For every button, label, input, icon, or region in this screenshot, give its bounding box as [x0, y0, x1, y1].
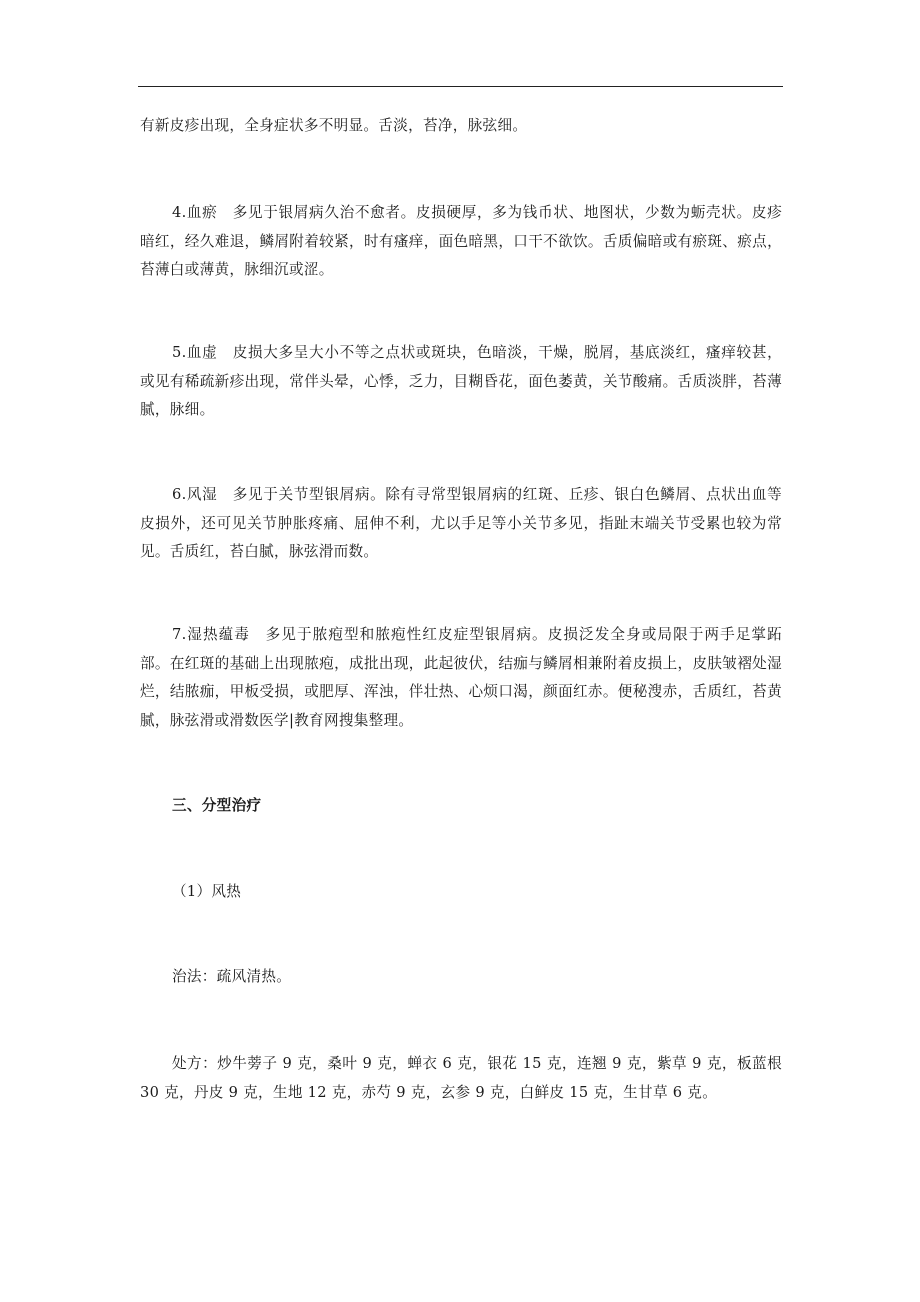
- header-rule: [138, 86, 783, 87]
- prescription-paragraph: 处方：炒牛蒡子 9 克，桑叶 9 克，蝉衣 6 克，银花 15 克，连翘 9 克，紫草 9 克，板蓝根 30 克，丹皮 9 克，生地 12 克，赤芍 9 克，玄参 9 克，白鲜皮 15 克，生甘草 6 克。: [140, 1055, 782, 1101]
- section-heading: 三、分型治疗: [172, 797, 262, 814]
- paragraph-blood-deficiency: 5.血虚 皮损大多呈大小不等之点状或斑块，色暗淡，干燥，脱屑，基底淡红，瘙痒较甚，或见有稀疏新疹出现，常伴头晕，心悸，乏力，目糊昏花，面色萎黄，关节酸痛。舌质淡胖，苔薄腻，脉细。: [140, 344, 782, 418]
- subsection-title: （1）风热: [172, 883, 242, 900]
- paragraph-damp-heat-toxin: 7.湿热蕴毒 多见于脓疱型和脓疱性红皮症型银屑病。皮损泛发全身或局限于两手足掌跖部。在红斑的基础上出现脓疱，成批出现，此起彼伏，结痂与鳞屑相兼附着皮损上，皮肤皱褶处湿烂，结脓痂，甲板受损，或肥厚、浑浊，伴壮热、心烦口渴，颜面红赤。便秘溲赤，舌质红，苔黄腻，脉弦滑或滑数医学|教育网搜集整理。: [140, 626, 782, 729]
- paragraph-blood-stasis: 4.血瘀 多见于银屑病久治不愈者。皮损硬厚，多为钱币状、地图状，少数为蛎壳状。皮疹暗红，经久难退，鳞屑附着较紧，时有瘙痒，面色暗黑，口干不欲饮。舌质偏暗或有瘀斑、瘀点，苔薄白或薄黄，脉细沉或涩。: [140, 204, 782, 278]
- paragraph-wind-damp: 6.风湿 多见于关节型银屑病。除有寻常型银屑病的红斑、丘疹、银白色鳞屑、点状出血等皮损外，还可见关节肿胀疼痛、屈伸不利，尤以手足等小关节多见，指趾末端关节受累也较为常见。舌质红，苔白腻，脉弦滑而数。: [140, 486, 782, 560]
- treatment-method: 治法：疏风清热。: [172, 968, 292, 985]
- continuation-paragraph: 有新皮疹出现，全身症状多不明显。舌淡，苔净，脉弦细。: [140, 117, 528, 134]
